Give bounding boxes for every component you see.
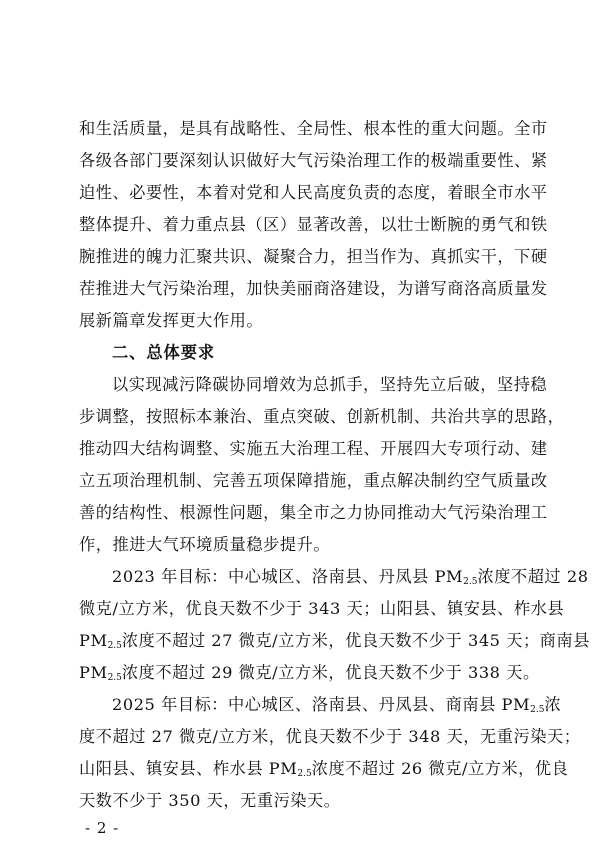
pm-subscript: 2.5 <box>463 577 478 587</box>
section2-line-2: 步调整，按照标本兼治、重点突破、创新机制、共治共享的思路， <box>79 407 565 426</box>
targets-2023-line-2: 微克/立方米，优良天数不少于 343 天；山阳县、镇安县、柞水县 <box>79 599 565 618</box>
section2-line-3: 推动四大结构调整、实施五大治理工程、开展四大专项行动、建 <box>79 439 548 458</box>
intro-line-6: 茬推进大气污染治理，加快美丽商洛建设，为谱写商洛高质量发 <box>79 279 548 298</box>
targets-2023-text: 2023 年目标：中心城区、洛南县、丹凤县 PM <box>112 567 464 586</box>
section2-line-5: 善的结构性、根源性问题，集全市之力协同推动大气污染治理工 <box>79 503 548 522</box>
intro-line-3: 迫性、必要性，本着对党和人民高度负责的态度，着眼全市水平 <box>79 183 548 202</box>
targets-2025-line-1 <box>112 694 562 721</box>
page-number: - 2 - <box>85 819 120 837</box>
pm-subscript: 2.5 <box>530 705 545 715</box>
targets-2025-text: 2025 年目标：中心城区、洛南县、丹凤县、商南县 PM <box>112 695 531 714</box>
intro-line-7: 展新篇章发挥更大作用。 <box>79 311 264 330</box>
targets-2023-text: PM <box>79 663 108 682</box>
section-heading: 二、总体要求 <box>112 343 216 362</box>
section2-line-6: 作，推进大气环境质量稳步提升。 <box>79 535 331 554</box>
targets-2023-text: 浓度不超过 29 微克/立方米，优良天数不少于 338 天。 <box>121 663 540 682</box>
section2-line-4: 立五项治理机制、完善五项保障措施，重点解决制约空气质量改 <box>79 471 548 490</box>
intro-line-1: 和生活质量，是具有战略性、全局性、根本性的重大问题。全市 <box>79 119 548 138</box>
targets-2025-line-3 <box>79 758 569 785</box>
pm-subscript: 2.5 <box>297 769 312 779</box>
targets-2023-line-4 <box>79 662 540 689</box>
targets-2023-text: 浓度不超过 27 微克/立方米，优良天数不少于 345 天；商南县 <box>121 631 590 650</box>
targets-2025-line-4: 天数不少于 350 天，无重污染天。 <box>79 791 341 810</box>
targets-2025-text: 浓 <box>544 695 562 714</box>
pm-subscript: 2.5 <box>107 673 122 683</box>
targets-2023-line-1 <box>112 566 589 593</box>
intro-line-2: 各级各部门要深刻认识做好大气污染治理工作的极端重要性、紧 <box>79 151 548 170</box>
intro-line-4: 整体提升、着力重点县（区）显著改善，以壮士断腕的勇气和铁 <box>79 215 548 234</box>
intro-line-5: 腕推进的魄力汇聚共识、凝聚合力，担当作为、真抓实干，下硬 <box>79 247 548 266</box>
targets-2025-line-2: 度不超过 27 微克/立方米，优良天数不少于 348 天，无重污染天； <box>79 727 581 746</box>
targets-2023-text: 浓度不超过 28 <box>477 567 589 586</box>
pm-subscript: 2.5 <box>107 641 122 651</box>
targets-2023-text: PM <box>79 631 108 650</box>
targets-2025-text: 山阳县、镇安县、柞水县 PM <box>79 759 298 778</box>
targets-2023-line-3 <box>79 630 590 657</box>
section2-line-1: 以实现减污降碳协同增效为总抓手，坚持先立后破，坚持稳 <box>112 375 548 394</box>
targets-2025-text: 浓度不超过 26 微克/立方米，优良 <box>311 759 569 778</box>
